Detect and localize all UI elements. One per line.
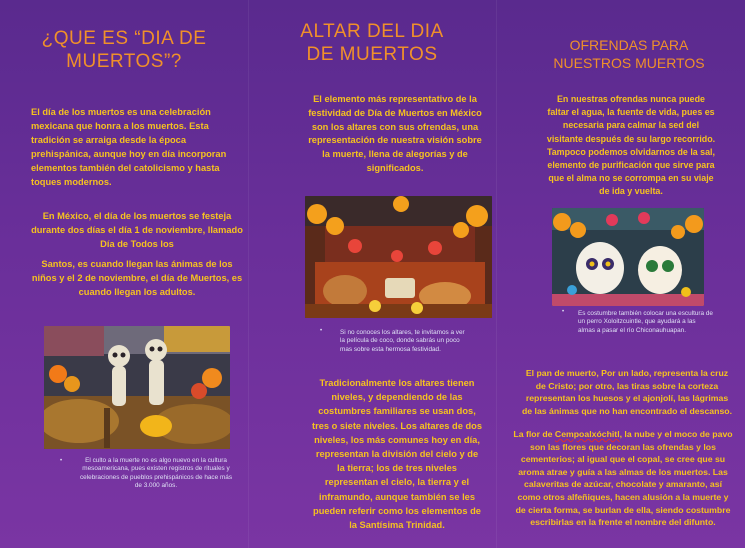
title-que-es xyxy=(8,27,240,73)
text-part: , la nube y el moco de pavo son las flores que decoran las ofrendas y los cementerios; al igual que el copal, se cree que su aroma atrae y guía a las almas de los muertos. Las calaveritas de azúcar, chocolate y amaranto, así como otros alfeñiques, hacen alusión a la muerte y de cierta forma, se burlan de ella, siendo costumbre escribirlas en la frente el nombre del difunto. xyxy=(515,429,733,528)
title-altar xyxy=(256,20,488,66)
bullet-icon: • xyxy=(320,328,323,334)
title-ofrendas xyxy=(518,36,740,72)
title-line-1: ¿QUE ES “DIA DE xyxy=(41,28,207,49)
column-divider xyxy=(248,0,249,548)
title-line-1: OFRENDAS PARA xyxy=(569,37,689,53)
paragraph-niveles: Tradicionalmente los altares tienen niveles, y dependiendo de las costumbres familiares se usan dos, tres o siete niveles. Los altares de dos niveles, los más comunes hoy en día, representan la división del cielo y de la tierra; los de tres niveles representan el cielo, la tierra y el inframundo, aunque también se les pueden referir como los elementos de la Santísima Trinidad. xyxy=(312,378,482,531)
paragraph-mexico: En México, el día de los muertos se festeja durante dos días el día 1 de noviembre, llamado Día de Todos los xyxy=(31,211,243,249)
caption-xolo: Es costumbre también colocar una escultura de un perro Xoloitzcuintle, que ayudará a las almas a pasar el río Chiconauhuapan. xyxy=(578,310,713,334)
photo-catrinas xyxy=(44,326,230,449)
caption-coco: Si no conoces los altares, te invitamos a ver la película de coco, donde sabrás un poco mas sobre esta hermosa festividad. xyxy=(340,329,465,353)
bullet-icon: • xyxy=(60,458,63,464)
paragraph-altar-intro: El elemento más representativo de la festividad de Día de Muertos en México son los altares con sus ofrendas, una representación de nuestra visión sobre la muerte, llena de alegorías y de significados. xyxy=(308,94,482,173)
photo-altar xyxy=(305,196,492,318)
paragraph-cempoalxochitl xyxy=(512,428,734,529)
title-line-2: NUESTROS MUERTOS xyxy=(553,55,705,71)
column-divider xyxy=(496,0,497,548)
photo-calaveras xyxy=(552,208,704,306)
paragraph-santos: Santos, es cuando llegan las ánimas de los niños y el 2 de noviembre, el día de Muertos, es cuando llegan los adultos. xyxy=(31,259,243,297)
column-que-es xyxy=(0,0,248,548)
title-line-2: DE MUERTOS xyxy=(306,44,438,65)
catrinas-image xyxy=(44,326,230,449)
bullet-icon: • xyxy=(562,309,565,315)
paragraph-intro: El día de los muertos es una celebración mexicana que honra a los muertos. Esta tradición se arraiga desde la época prehispánica, aunque hoy en día incorporan elementos también del catolicismo y hasta toques modernos. xyxy=(31,107,227,187)
caption-culto: El culto a la muerte no es algo nuevo en la cultura mesoamericana, pues existen registros de rituales y celebraciones de pueblos prehispánicos de hace más de 3.000 años. xyxy=(79,457,233,489)
title-line-2: MUERTOS”? xyxy=(66,51,182,72)
altar-image xyxy=(305,196,492,318)
text-part: La flor de xyxy=(513,429,555,439)
paragraph-agua-sal: En nuestras ofrendas nunca puede faltar el agua, la fuente de vida, pues es necesaria para calmar la sed del visitante después de su largo recorrido. Tampoco podemos olvidarnos de la sal, elemento de purificación que sirve para que el alma no se corrompa en su viaje de ida y vuelta. xyxy=(546,94,716,197)
paragraph-pan-muerto: El pan de muerto, Por un lado, representa la cruz de Cristo; por otro, las tiras sobre la corteza representan los huesos y el ajonjolí, las lágrimas de las ánimas que no han encontrado el descanso. xyxy=(521,368,732,416)
column-ofrendas xyxy=(496,0,745,548)
column-altar xyxy=(248,0,496,548)
flower-name: Cempoalxóchitl xyxy=(554,429,620,439)
calaveras-image xyxy=(552,208,704,306)
title-line-1: ALTAR DEL DIA xyxy=(300,21,444,42)
